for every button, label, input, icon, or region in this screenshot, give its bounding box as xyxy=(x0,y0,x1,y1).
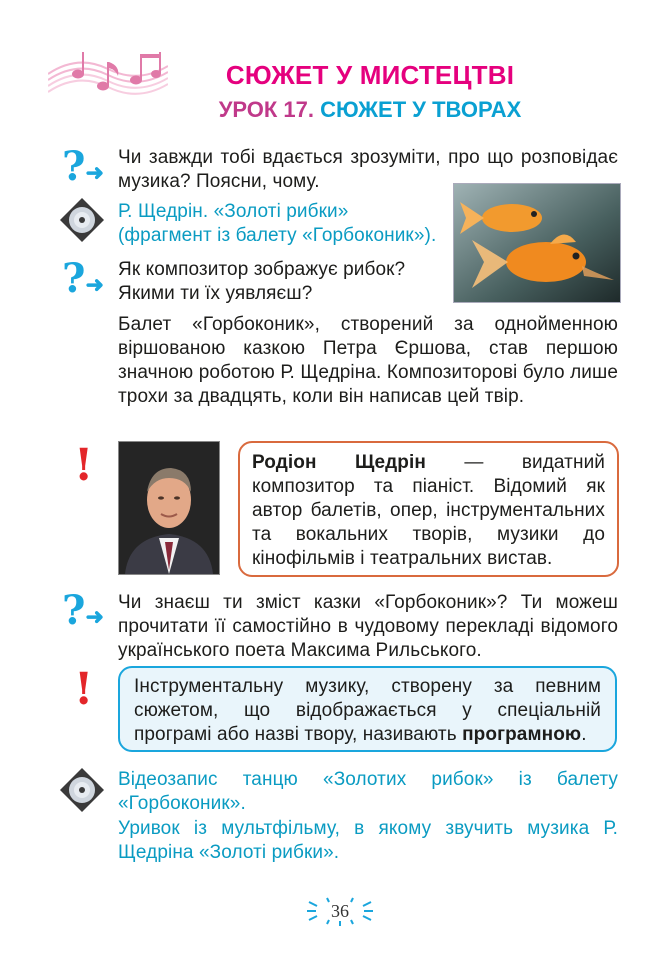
music-disc-icon xyxy=(58,766,106,814)
page-title: СЮЖЕТ У МИСТЕЦТВІ xyxy=(225,60,515,90)
goldfish-photo xyxy=(453,183,621,303)
exclamation-icon: ! xyxy=(74,664,94,715)
definition-text: Інструментальну музику, створену за певним сюжетом, що відображається у спеціальній програмі або назві твору, називають xyxy=(134,676,601,745)
composer-portrait xyxy=(118,441,220,575)
lesson-heading xyxy=(150,97,590,123)
lesson-title: СЮЖЕТ У ТВОРАХ xyxy=(320,97,522,122)
question-2-line-2: Якими ти їх уявляєш? xyxy=(118,283,313,304)
composer-name: Родіон Щедрін xyxy=(252,452,426,473)
composer-bio xyxy=(238,441,619,577)
definition-term: програмною xyxy=(462,724,582,745)
exclamation-icon: ! xyxy=(74,440,94,491)
question-2-line-1: Як композитор зображує рибок? xyxy=(118,259,406,280)
page-number: 36 xyxy=(331,901,349,921)
media-cartoon: Уривок із мультфільму, в якому звучить музика Р. Щедріна «Золоті рибки». xyxy=(118,818,618,863)
question-arrow-icon: ?➜ xyxy=(62,255,104,302)
definition-end: . xyxy=(581,724,587,745)
music-disc-icon xyxy=(58,196,106,244)
media-video: Відеозапис танцю «Золотих рибок» із балету «Горбоконик». xyxy=(118,769,618,814)
question-1: Чи завжди тобі вдається зрозуміти, про що розповідає музика? Поясни, чому. xyxy=(118,147,618,192)
question-2 xyxy=(118,258,448,306)
definition-box xyxy=(118,666,617,752)
ballet-paragraph: Балет «Горбоконик», створений за однойменною віршованою казкою Петра Єршова, став першою значною роботою Р. Щедріна. Композиторові було лише трохи за двадцять, коли він написав цей твір. xyxy=(118,314,618,407)
composer-bio-text: — видатний композитор та піаніст. Відомий як автор балетів, опер, інструментальних та вокальних творів, музики до кінофільмів і театральних вистав. xyxy=(252,452,606,569)
question-arrow-icon: ?➜ xyxy=(62,587,104,634)
question-arrow-icon: ?➜ xyxy=(62,143,104,190)
listen-fragment: Р. Щедрін. «Золоті рибки» (фрагмент із балету «Горбоконик»). xyxy=(118,201,437,246)
lesson-label: УРОК 17. xyxy=(218,97,315,122)
question-3: Чи знаєш ти зміст казки «Горбоконик»? Ти можеш прочитати її самостійно в чудовому перекладі відомого українського поета Максима Рильського. xyxy=(118,592,618,661)
